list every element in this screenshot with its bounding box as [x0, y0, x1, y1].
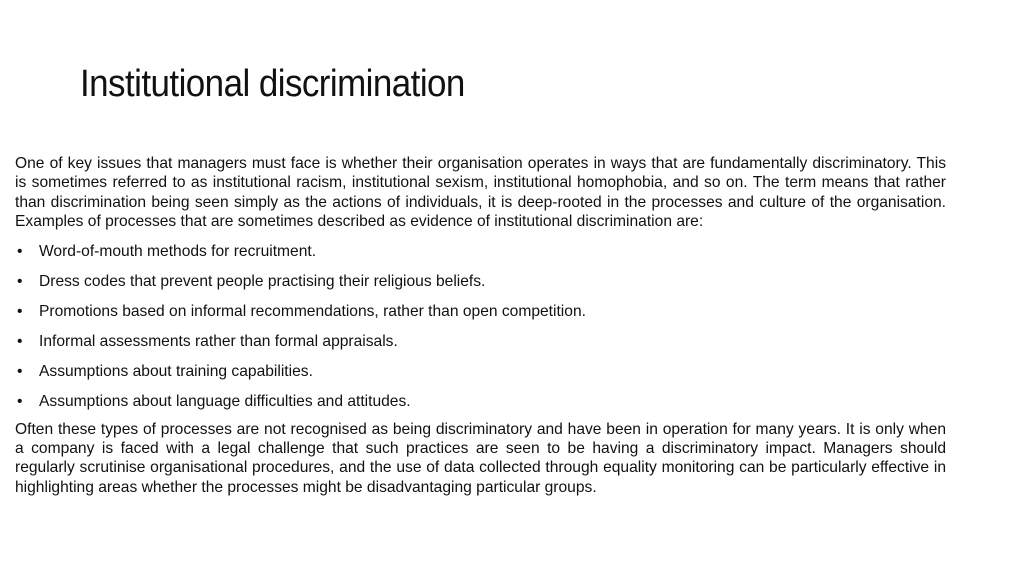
- bullet-icon: •: [17, 393, 23, 411]
- bullet-text: Promotions based on informal recommendations, rather than open competition.: [39, 303, 586, 321]
- slide-body: [15, 154, 946, 497]
- bullet-item: [15, 302, 946, 321]
- bullet-text: Word-of-mouth methods for recruitment.: [39, 243, 317, 261]
- bullet-item: [15, 272, 946, 291]
- bullet-text: Dress codes that prevent people practising their religious beliefs.: [39, 273, 486, 291]
- intro-paragraph: One of key issues that managers must face is whether their organisation operates in ways that are fundamentally discriminatory. This is sometimes referred to as institutional racism, institutional sexism, institutional homophobia, and so on. The term means that rather than discrimination being seen simply as the actions of individuals, it is deep-rooted in the processes and culture of the organisation. Examples of processes that are sometimes described as evidence of institutional discrimination are:: [15, 155, 946, 231]
- bullet-icon: •: [17, 243, 23, 261]
- bullet-item: [15, 362, 946, 381]
- bullet-text: Informal assessments rather than formal appraisals.: [39, 333, 398, 351]
- bullet-icon: •: [17, 333, 23, 351]
- bullet-item: [15, 332, 946, 351]
- bullet-item: [15, 392, 946, 411]
- bullet-item: [15, 242, 946, 261]
- bullet-text: Assumptions about training capabilities.: [39, 363, 313, 381]
- bullet-text: Assumptions about language difficulties and attitudes.: [39, 393, 411, 411]
- bullet-icon: •: [17, 363, 23, 381]
- bullet-icon: •: [17, 273, 23, 291]
- bullet-list: [15, 242, 946, 411]
- conclusion-paragraph: Often these types of processes are not recognised as being discriminatory and have been in operation for many years. It is only when a company is faced with a legal challenge that such practices are seen to be having a discriminatory impact. Managers should regularly scrutinise organisational procedures, and the use of data collected through equality monitoring can be particularly effective in highlighting areas whether the processes might be disadvantaging particular groups.: [15, 420, 946, 496]
- bullet-icon: •: [17, 303, 23, 321]
- slide-title: Institutional discrimination: [80, 63, 465, 105]
